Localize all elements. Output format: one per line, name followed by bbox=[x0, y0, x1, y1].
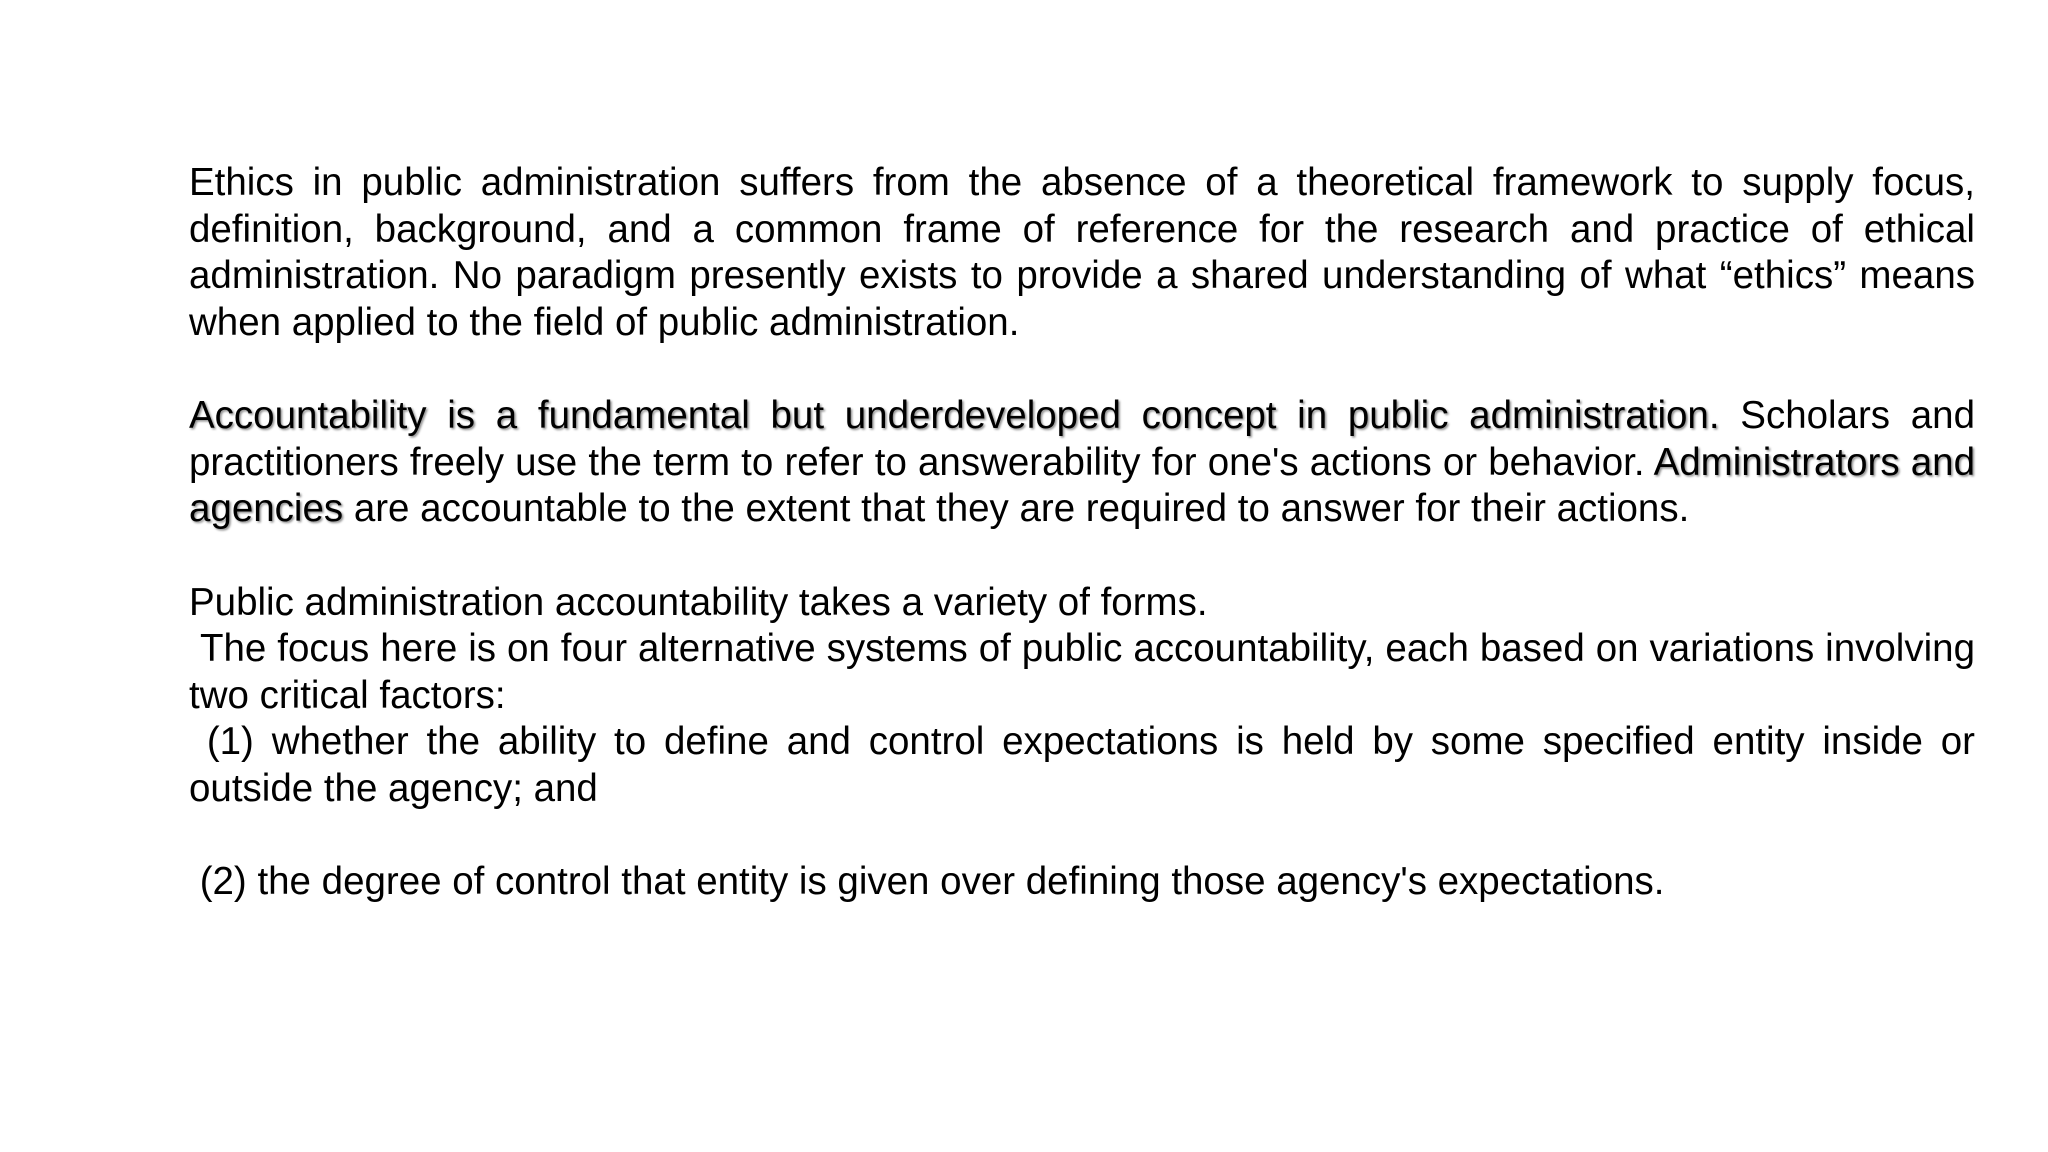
paragraph-accountability bbox=[189, 393, 1975, 533]
paragraph-ethics: Ethics in public administration suffers from the absence of a theoretical framework to supply focus, definition, background, and a common frame of reference for the research and practice of ethical administration. No paradigm presently exists to provide a shared understanding of what “ethics” means when applied to the field of public administration. bbox=[189, 161, 1975, 344]
paragraph-forms: Public administration accountability takes a variety of forms. bbox=[189, 580, 1208, 624]
paragraph-accountability-text-2: are accountable to the extent that they are required to answer for their actions. bbox=[343, 487, 1690, 530]
paragraph-factor-1: (1) whether the ability to define and control expectations is held by some specified entity inside or outside the agency; and bbox=[189, 720, 1986, 810]
paragraph-focus: The focus here is on four alternative systems of public accountability, each based on variations involving two critical factors: bbox=[189, 627, 1986, 717]
emphasis-accountability: Accountability is a fundamental but underdeveloped concept in public administration. bbox=[189, 394, 1720, 437]
emphasis-administrators: Administrators and agencies bbox=[189, 440, 1975, 530]
slide-body bbox=[189, 160, 1986, 906]
paragraph-accountability-text-1: Scholars and practitioners freely use the term to refer to answerability for one's actions or behavior. bbox=[189, 394, 1976, 484]
paragraph-factor-2: (2) the degree of control that entity is given over defining those agency's expectations. bbox=[189, 860, 1665, 903]
